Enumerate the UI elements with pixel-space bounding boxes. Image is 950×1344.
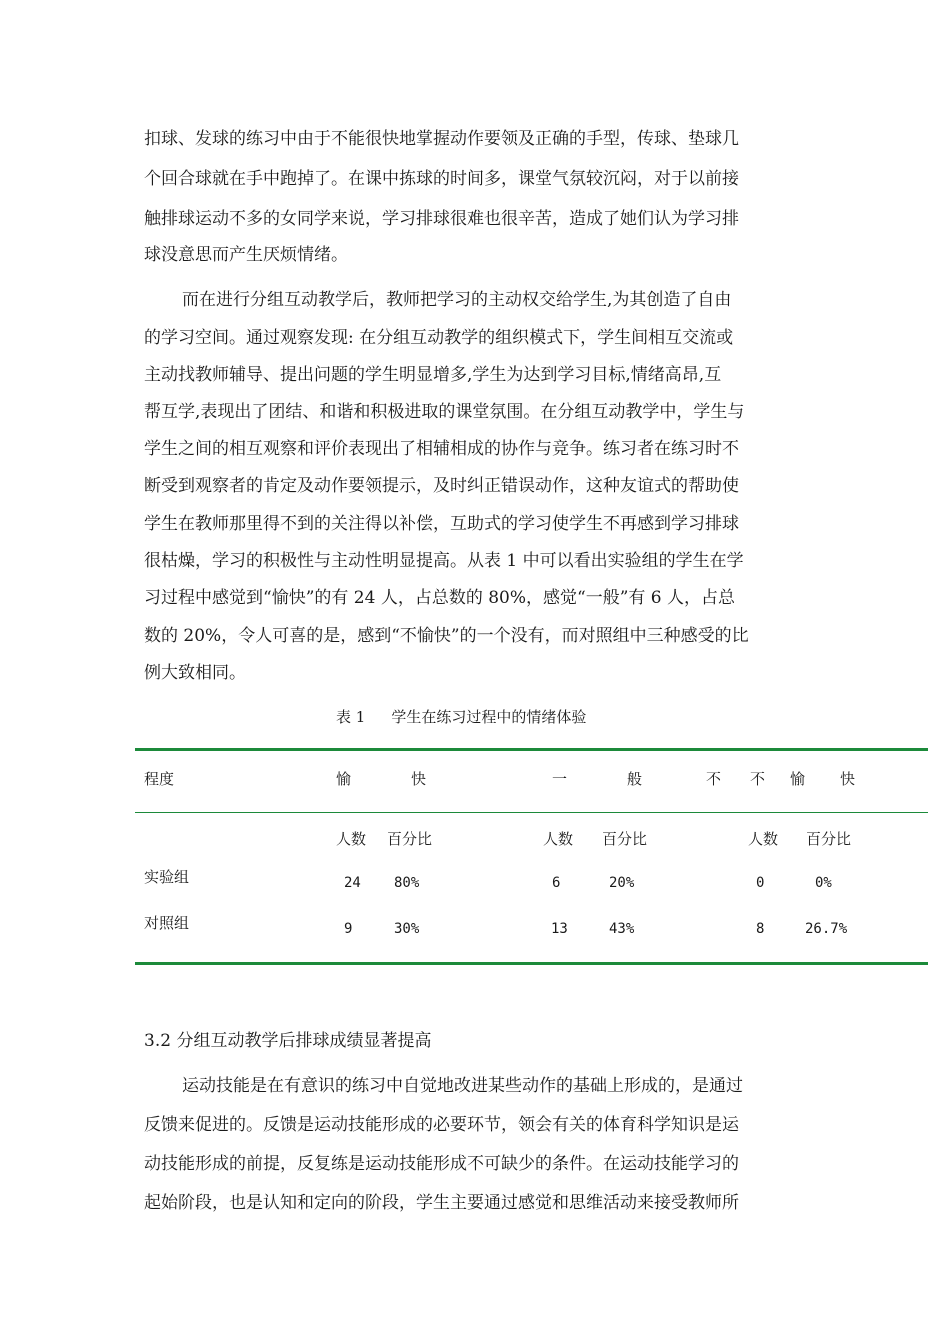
text-line: 运动技能是在有意识的练习中自觉地改进某些动作的基础上形成的，是通过: [182, 1076, 743, 1096]
table-cell: 0: [756, 875, 765, 891]
table-bottom-rule: [135, 962, 928, 965]
table-cell: 80%: [394, 875, 420, 891]
table-cell: 6: [552, 875, 561, 891]
table-cell: 24: [344, 875, 361, 891]
row-label-experimental: 实验组: [144, 868, 190, 886]
table-cell: 43%: [609, 921, 635, 937]
text-line: 很枯燥，学习的积极性与主动性明显提高。从表 1 中可以看出实验组的学生在学: [144, 551, 744, 571]
category-unhappy-char: 愉: [790, 770, 806, 788]
category-happy-char: 快: [411, 770, 427, 788]
table-cell: 20%: [609, 875, 635, 891]
text-line: 主动找教师辅导、提出问题的学生明显增多,学生为达到学习目标,情绪高昂,互: [144, 365, 722, 385]
table-cell: 13: [551, 921, 568, 937]
text-line: 而在进行分组互动教学后，教师把学习的主动权交给学生,为其创造了自由: [182, 290, 732, 310]
text-line: 数的 20%，令人可喜的是，感到“不愉快”的一个没有，而对照组中三种感受的比: [144, 626, 749, 646]
category-unhappy-char: 不: [706, 770, 722, 788]
text-line: 触排球运动不多的女同学来说，学习排球很难也很辛苦，造成了她们认为学习排: [144, 209, 739, 229]
subheader-percent: 百分比: [602, 830, 648, 848]
table-cell: 8: [756, 921, 765, 937]
table-cell: 0%: [815, 875, 832, 891]
category-neutral-char: 般: [627, 770, 643, 788]
subheader-percent: 百分比: [387, 830, 433, 848]
subheader-count: 人数: [748, 830, 779, 848]
section-heading: 3.2 分组互动教学后排球成绩显著提高: [144, 1031, 432, 1051]
subheader-percent: 百分比: [806, 830, 852, 848]
subheader-count: 人数: [336, 830, 367, 848]
header-label: 程度: [144, 770, 175, 788]
text-line: 习过程中感觉到“愉快”的有 24 人，占总数的 80%，感觉“一般”有 6 人，占总: [144, 588, 736, 608]
category-unhappy-char: 快: [840, 770, 856, 788]
table-cell: 26.7%: [805, 921, 848, 937]
text-line: 扣球、发球的练习中由于不能很快地掌握动作要领及正确的手型，传球、垫球几: [144, 129, 739, 149]
text-line: 个回合球就在手中跑掉了。在课中拣球的时间多，课堂气氛较沉闷，对于以前接: [144, 169, 739, 189]
table-caption-text: 学生在练习过程中的情绪体验: [391, 708, 587, 726]
text-line: 学生在教师那里得不到的关注得以补偿，互助式的学习使学生不再感到学习排球: [144, 514, 739, 534]
table-cell: 30%: [394, 921, 420, 937]
text-line: 断受到观察者的肯定及动作要领提示，及时纠正错误动作，这种友谊式的帮助使: [144, 476, 739, 496]
row-label-control: 对照组: [144, 914, 190, 932]
category-happy-char: 愉: [336, 770, 352, 788]
text-line: 帮互学,表现出了团结、和谐和积极进取的课堂氛围。在分组互动教学中，学生与: [144, 402, 745, 422]
table-top-rule: [135, 748, 928, 751]
table-caption-label: 表 1: [336, 708, 366, 726]
text-line: 例大致相同。: [144, 663, 246, 683]
text-line: 球没意思而产生厌烦情绪。: [144, 245, 348, 265]
text-line: 起始阶段，也是认知和定向的阶段，学生主要通过感觉和思维活动来接受教师所: [144, 1193, 739, 1213]
table-cell: 9: [344, 921, 353, 937]
category-neutral-char: 一: [552, 770, 568, 788]
text-line: 动技能形成的前提，反复练是运动技能形成不可缺少的条件。在运动技能学习的: [144, 1154, 739, 1174]
text-line: 学生之间的相互观察和评价表现出了相辅相成的协作与竞争。练习者在练习时不: [144, 439, 739, 459]
table-caption: [336, 706, 586, 727]
category-unhappy-char: 不: [750, 770, 766, 788]
table-header-rule: [135, 812, 928, 813]
subheader-count: 人数: [543, 830, 574, 848]
text-line: 的学习空间。通过观察发现: 在分组互动教学的组织模式下，学生间相互交流或: [144, 328, 734, 348]
text-line: 反馈来促进的。反馈是运动技能形成的必要环节，领会有关的体育科学知识是运: [144, 1115, 739, 1135]
